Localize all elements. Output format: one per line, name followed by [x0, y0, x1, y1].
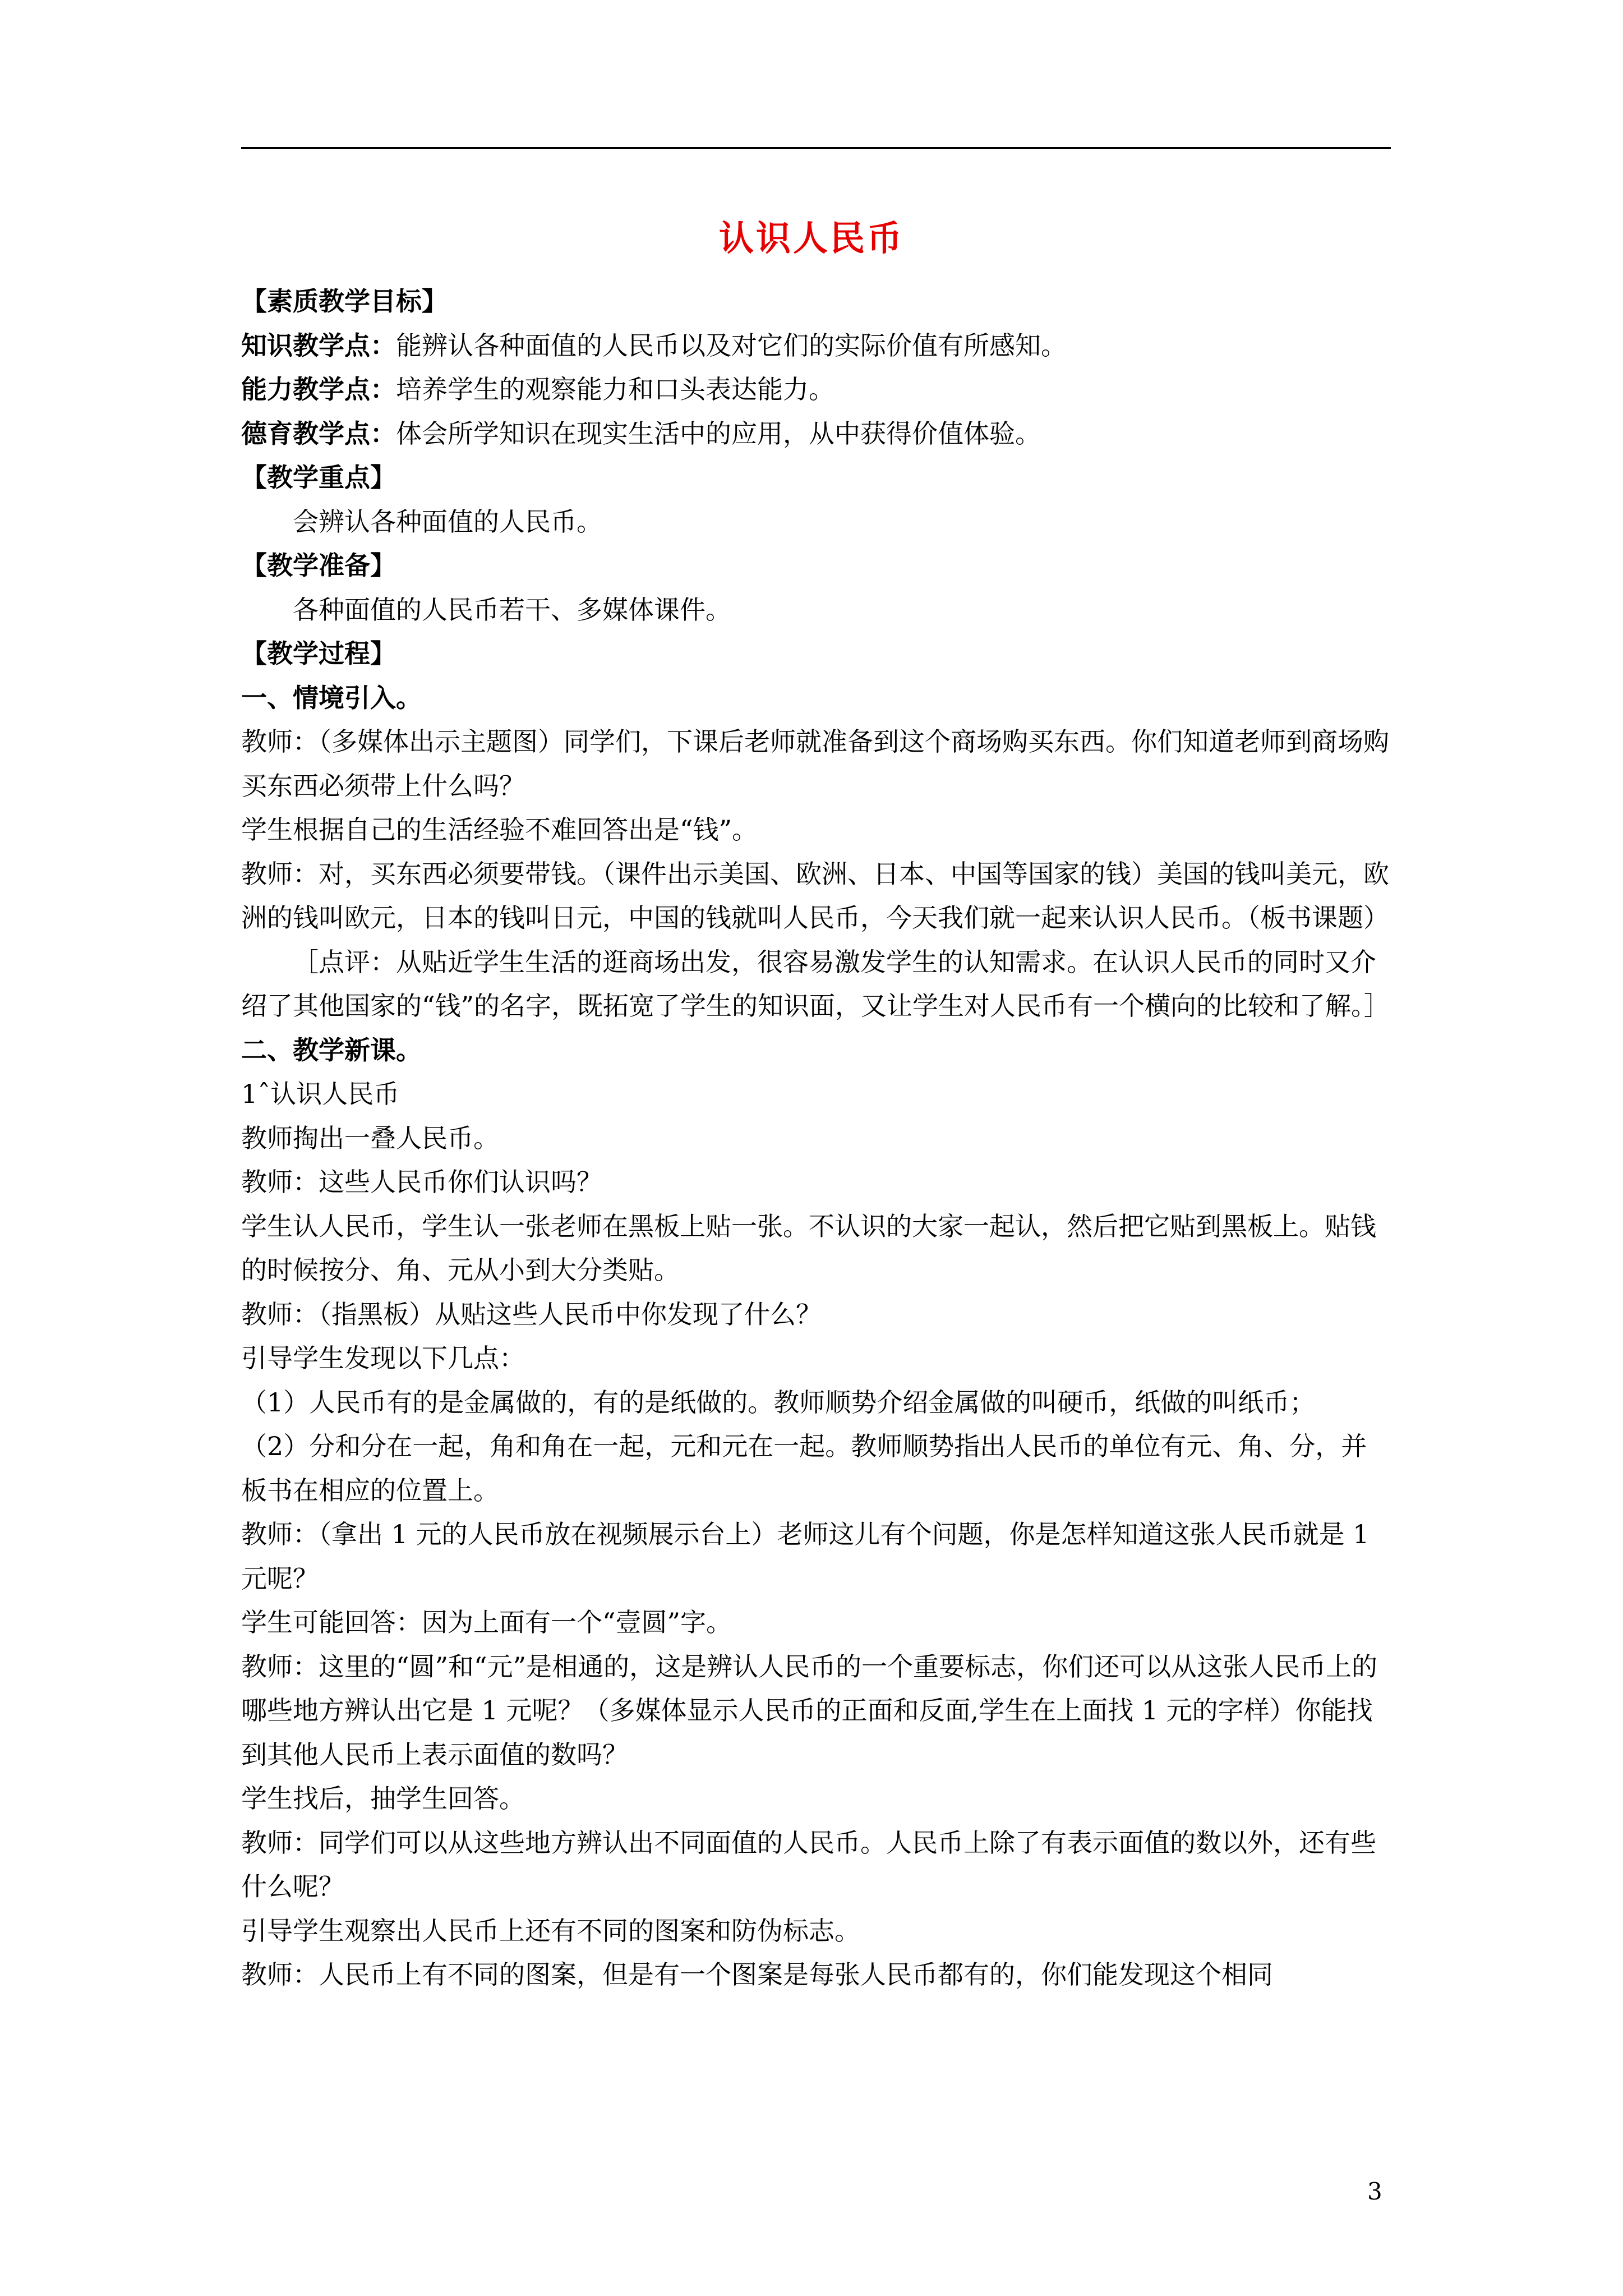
- paragraph: [241, 1204, 1391, 1292]
- paragraph: [241, 500, 1391, 544]
- paragraph-text: 能辨认各种面值的人民币以及对它们的实际价值有所感知。: [396, 330, 1067, 361]
- paragraph-heading: 知识教学点：: [241, 330, 396, 361]
- paragraph: [241, 852, 1391, 940]
- paragraph: [241, 1072, 1391, 1116]
- paragraph: [241, 676, 1391, 720]
- header-rule: [241, 147, 1391, 149]
- paragraph-heading: 【素质教学目标】: [241, 286, 448, 316]
- paragraph-heading: 德育教学点：: [241, 418, 396, 449]
- paragraph: [241, 1953, 1391, 1997]
- paragraph-text: 体会所学知识在现实生活中的应用，从中获得价值体验。: [396, 418, 1041, 449]
- paragraph-text: 培养学生的观察能力和口头表达能力。: [396, 374, 834, 404]
- page-title: 认识人民币: [718, 218, 904, 259]
- paragraph: [241, 367, 1391, 412]
- paragraph: [241, 940, 1391, 1028]
- paragraph: [241, 588, 1391, 632]
- paragraph-text: 学生认人民币，学生认一张老师在黑板上贴一张。不认识的大家一起认，然后把它贴到黑板上。贴钱的时候按分、角、元从小到大分类贴。: [241, 1211, 1376, 1285]
- paragraph-heading: 能力教学点：: [241, 374, 396, 404]
- paragraph-text: （2）分和分在一起，角和角在一起，元和元在一起。教师顺势指出人民币的单位有元、角、分，并板书在相应的位置上。: [241, 1431, 1367, 1506]
- paragraph: [241, 1821, 1391, 1909]
- paragraph: [241, 1777, 1391, 1821]
- paragraph-text: 教师：这些人民币你们认识吗？: [241, 1167, 602, 1197]
- paragraph: [241, 412, 1391, 456]
- document-body: [241, 279, 1391, 1997]
- paragraph: [241, 1028, 1391, 1073]
- paragraph: [241, 1292, 1391, 1337]
- paragraph-text: 教师：人民币上有不同的图案，但是有一个图案是每张人民币都有的，你们能发现这个相同: [241, 1959, 1273, 1990]
- paragraph-text: 教师：（指黑板）从贴这些人民币中你发现了什么？: [241, 1299, 822, 1329]
- paragraph: [241, 632, 1391, 676]
- paragraph-heading: 一、情境引入。: [241, 682, 422, 713]
- paragraph: [241, 1160, 1391, 1204]
- paragraph-text: 引导学生发现以下几点：: [241, 1343, 525, 1373]
- paragraph-text: 学生可能回答：因为上面有一个“壹圆”字。: [241, 1607, 732, 1637]
- paragraph-text: 教师：对，买东西必须要带钱。（课件出示美国、欧洲、日本、中国等国家的钱）美国的钱叫美元，欧洲的钱叫欧元，日本的钱叫日元，中国的钱就叫人民币，今天我们就一起来认识人民币。（板书课题）: [241, 858, 1389, 933]
- paragraph-text: ［点评：从贴近学生生活的逛商场出发，很容易激发学生的认知需求。在认识人民币的同时又介绍了其他国家的“钱”的名字，既拓宽了学生的知识面，又让学生对人民币有一个横向的比较和了解。］: [241, 946, 1390, 1021]
- paragraph: [241, 1116, 1391, 1161]
- paragraph-text: 学生找后，抽学生回答。: [241, 1783, 525, 1814]
- paragraph-text: 1ˆ认识人民币: [241, 1079, 400, 1109]
- paragraph: [241, 1512, 1391, 1600]
- paragraph-text: 教师：这里的“圆”和“元”是相通的，这是辨认人民币的一个重要标志，你们还可以从这张人民币上的哪些地方辨认出它是 1 元呢？（多媒体显示人民币的正面和反面,学生在上面找 1 元的字样）你能找到其他人民币上表示面值的数吗？: [241, 1651, 1378, 1770]
- paragraph-text: 教师掏出一叠人民币。: [241, 1122, 499, 1153]
- paragraph: [241, 1336, 1391, 1381]
- paragraph-text: 引导学生观察出人民币上还有不同的图案和防伪标志。: [241, 1915, 860, 1946]
- paragraph-heading: 【教学重点】: [241, 462, 396, 493]
- paragraph: [241, 1381, 1391, 1425]
- paragraph: [241, 1600, 1391, 1645]
- paragraph-text: 学生根据自己的生活经验不难回答出是“钱”。: [241, 815, 758, 845]
- paragraph: [241, 544, 1391, 588]
- paragraph-text: 教师：（多媒体出示主题图）同学们，下课后老师就准备到这个商场购买东西。你们知道老师到商场购买东西必须带上什么吗？: [241, 726, 1389, 801]
- page-number: 3: [1367, 2178, 1382, 2205]
- paragraph-text: 会辨认各种面值的人民币。: [293, 506, 602, 537]
- paragraph: [241, 1424, 1391, 1512]
- paragraph: [241, 279, 1391, 324]
- paragraph: [241, 455, 1391, 500]
- paragraph-text: 教师：同学们可以从这些地方辨认出不同面值的人民币。人民币上除了有表示面值的数以外，还有些什么呢？: [241, 1827, 1376, 1902]
- paragraph: [241, 1645, 1391, 1777]
- paragraph-text: 各种面值的人民币若干、多媒体课件。: [293, 594, 731, 625]
- paragraph-heading: 【教学过程】: [241, 638, 396, 669]
- paragraph-heading: 二、教学新课。: [241, 1034, 422, 1065]
- paragraph-text: （1）人民币有的是金属做的，有的是纸做的。教师顺势介绍金属做的叫硬币，纸做的叫纸币；: [241, 1387, 1316, 1418]
- paragraph: [241, 1909, 1391, 1953]
- paragraph: [241, 324, 1391, 368]
- paragraph-heading: 【教学准备】: [241, 550, 396, 581]
- paragraph-text: 教师：（拿出 1 元的人民币放在视频展示台上）老师这儿有个问题，你是怎样知道这张人民币就是 1 元呢？: [241, 1519, 1370, 1594]
- paragraph: [241, 808, 1391, 852]
- paragraph: [241, 720, 1391, 808]
